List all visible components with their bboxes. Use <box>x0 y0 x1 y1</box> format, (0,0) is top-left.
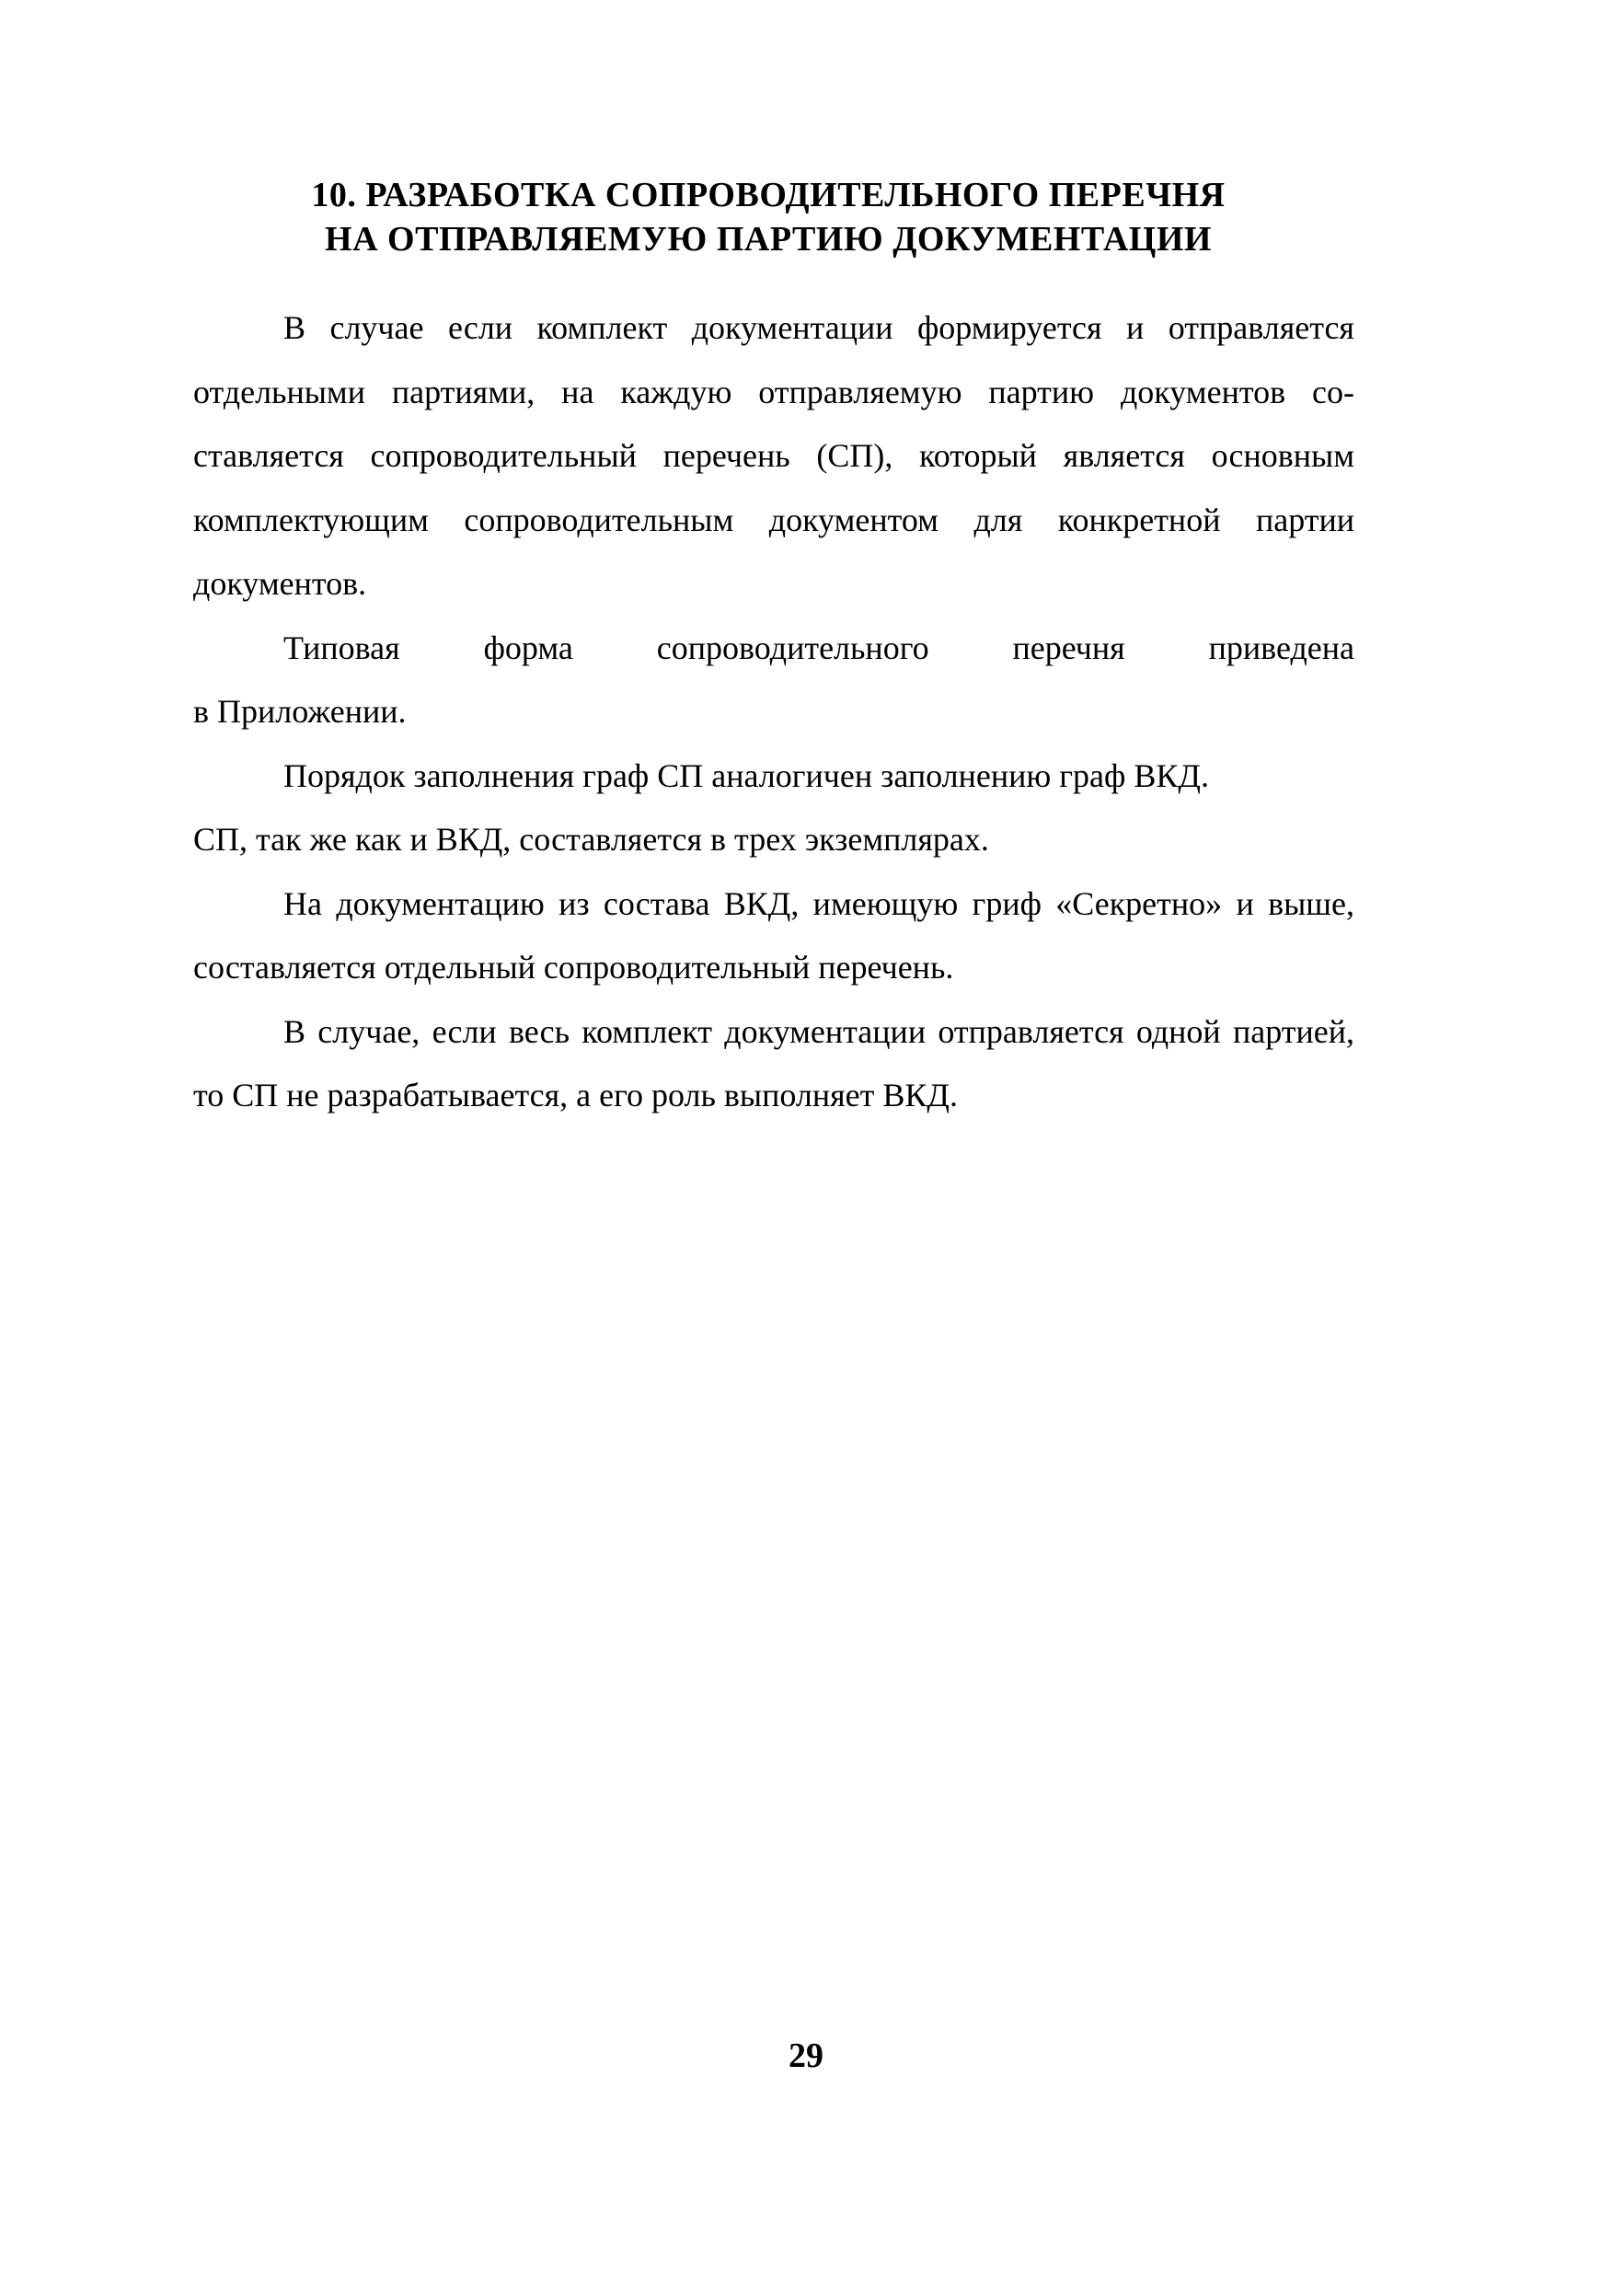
body-text <box>193 296 1354 1128</box>
section-heading <box>175 173 1362 261</box>
section-title-line-1: 10. РАЗРАБОТКА СОПРОВОДИТЕЛЬНОГО ПЕРЕЧНЯ <box>311 176 1226 214</box>
paragraph-batches: В случае если комплект документации формируется и отправляется отдельными партиями, на каждую отправляемую партию документов составляется сопроводительный перечень (СП), который является основным комплектующим сопроводительным документом для конкретной партии документов. <box>193 309 1354 602</box>
paragraph-fill-order: Порядок заполнения граф СП аналогичен заполнению граф ВКД. <box>283 756 1209 794</box>
paragraph-appendix-ref: в Приложении. <box>193 693 407 730</box>
paragraph-secret: На документацию из состава ВКД, имеющую гриф «Секретно» и выше, составляется отдельный сопроводительный перечень. <box>193 884 1354 986</box>
paragraph-single-batch: В случае, если весь комплект документации отправляется одной партией, то СП не разрабатывается, а его роль выполняет ВКД. <box>193 1012 1354 1113</box>
paragraph-copies: СП, так же как и ВКД, составляется в трех экземплярах. <box>193 821 989 858</box>
section-title-line-2: НА ОТПРАВЛЯЕМУЮ ПАРТИЮ ДОКУМЕНТАЦИИ <box>325 220 1212 259</box>
paragraph-typical-form: Типовая форма сопроводительного перечня приведена <box>283 629 1354 666</box>
page-number: 29 <box>789 2036 823 2075</box>
